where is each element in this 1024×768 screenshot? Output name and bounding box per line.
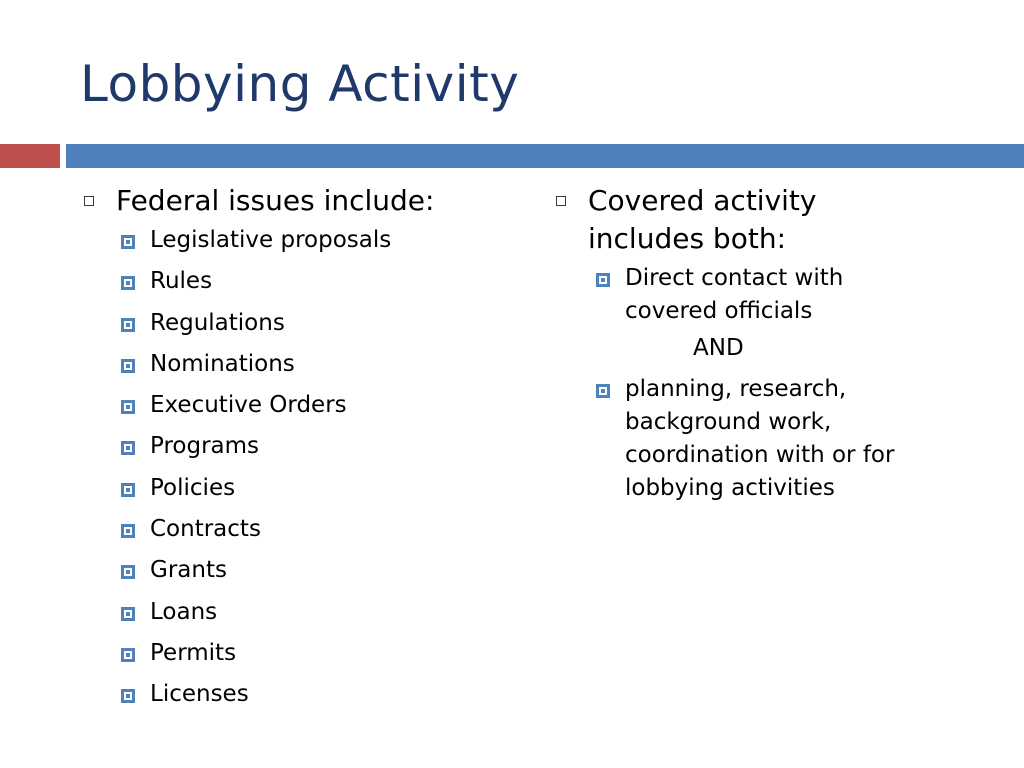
square-bullet-icon bbox=[121, 648, 135, 662]
list-item bbox=[80, 224, 500, 257]
list-item-label: Legislative proposals bbox=[150, 227, 392, 253]
list-item bbox=[80, 389, 500, 422]
left-heading: Federal issues include: bbox=[116, 184, 435, 217]
list-item-line: coordination with or for bbox=[625, 442, 895, 468]
list-item-label: Regulations bbox=[150, 309, 285, 336]
square-bullet-icon bbox=[596, 384, 610, 398]
square-bullet-icon bbox=[121, 400, 135, 414]
list-item bbox=[80, 513, 500, 546]
list-item bbox=[80, 554, 500, 587]
list-item bbox=[80, 265, 500, 298]
list-item bbox=[552, 262, 1012, 328]
list-item-line: covered officials bbox=[625, 298, 813, 324]
square-bullet-icon bbox=[596, 273, 610, 287]
list-item-line: Direct contact with bbox=[625, 265, 844, 291]
right-heading-line: includes both: bbox=[588, 222, 786, 255]
list-item-line: lobbying activities bbox=[625, 475, 835, 501]
square-bullet-icon bbox=[121, 235, 135, 249]
square-bullet-icon bbox=[121, 565, 135, 579]
list-item-label: Programs bbox=[150, 433, 260, 460]
list-item bbox=[80, 596, 500, 629]
square-bullet-icon bbox=[121, 276, 135, 290]
federal-issues-list bbox=[80, 224, 500, 711]
list-item-line: planning, research, bbox=[625, 376, 847, 402]
hollow-square-bullet-icon bbox=[556, 196, 566, 206]
list-item bbox=[80, 472, 500, 505]
square-bullet-icon bbox=[121, 359, 135, 373]
list-item-label: Rules bbox=[150, 268, 213, 295]
left-heading-bullet bbox=[80, 182, 500, 220]
list-item-label: Grants bbox=[150, 557, 227, 584]
and-connector: AND bbox=[693, 335, 744, 361]
list-item-label: Contracts bbox=[150, 516, 261, 543]
list-item bbox=[552, 373, 1012, 505]
list-item bbox=[80, 307, 500, 340]
list-item-label: Loans bbox=[150, 598, 218, 625]
list-item-label: Licenses bbox=[150, 681, 249, 708]
list-item-label: Nominations bbox=[150, 350, 295, 377]
square-bullet-icon bbox=[121, 524, 135, 538]
square-bullet-icon bbox=[121, 607, 135, 621]
right-heading-line: Covered activity bbox=[588, 184, 817, 217]
covered-activity-list bbox=[552, 262, 1012, 505]
hollow-square-bullet-icon bbox=[84, 196, 94, 206]
left-column bbox=[80, 182, 500, 720]
list-item-label: Policies bbox=[150, 474, 236, 501]
accent-bar-red bbox=[0, 144, 60, 168]
list-item-line: background work, bbox=[625, 409, 832, 435]
square-bullet-icon bbox=[121, 441, 135, 455]
list-item bbox=[80, 430, 500, 463]
list-item bbox=[80, 637, 500, 670]
list-item bbox=[80, 348, 500, 381]
slide-title: Lobbying Activity bbox=[80, 55, 520, 113]
accent-bar-blue bbox=[66, 144, 1024, 168]
square-bullet-icon bbox=[121, 318, 135, 332]
right-column bbox=[552, 182, 1012, 509]
list-item bbox=[80, 678, 500, 711]
right-heading-bullet bbox=[552, 182, 1012, 258]
list-item-label: Permits bbox=[150, 639, 237, 666]
square-bullet-icon bbox=[121, 483, 135, 497]
square-bullet-icon bbox=[121, 689, 135, 703]
list-item-label: Executive Orders bbox=[150, 392, 347, 419]
